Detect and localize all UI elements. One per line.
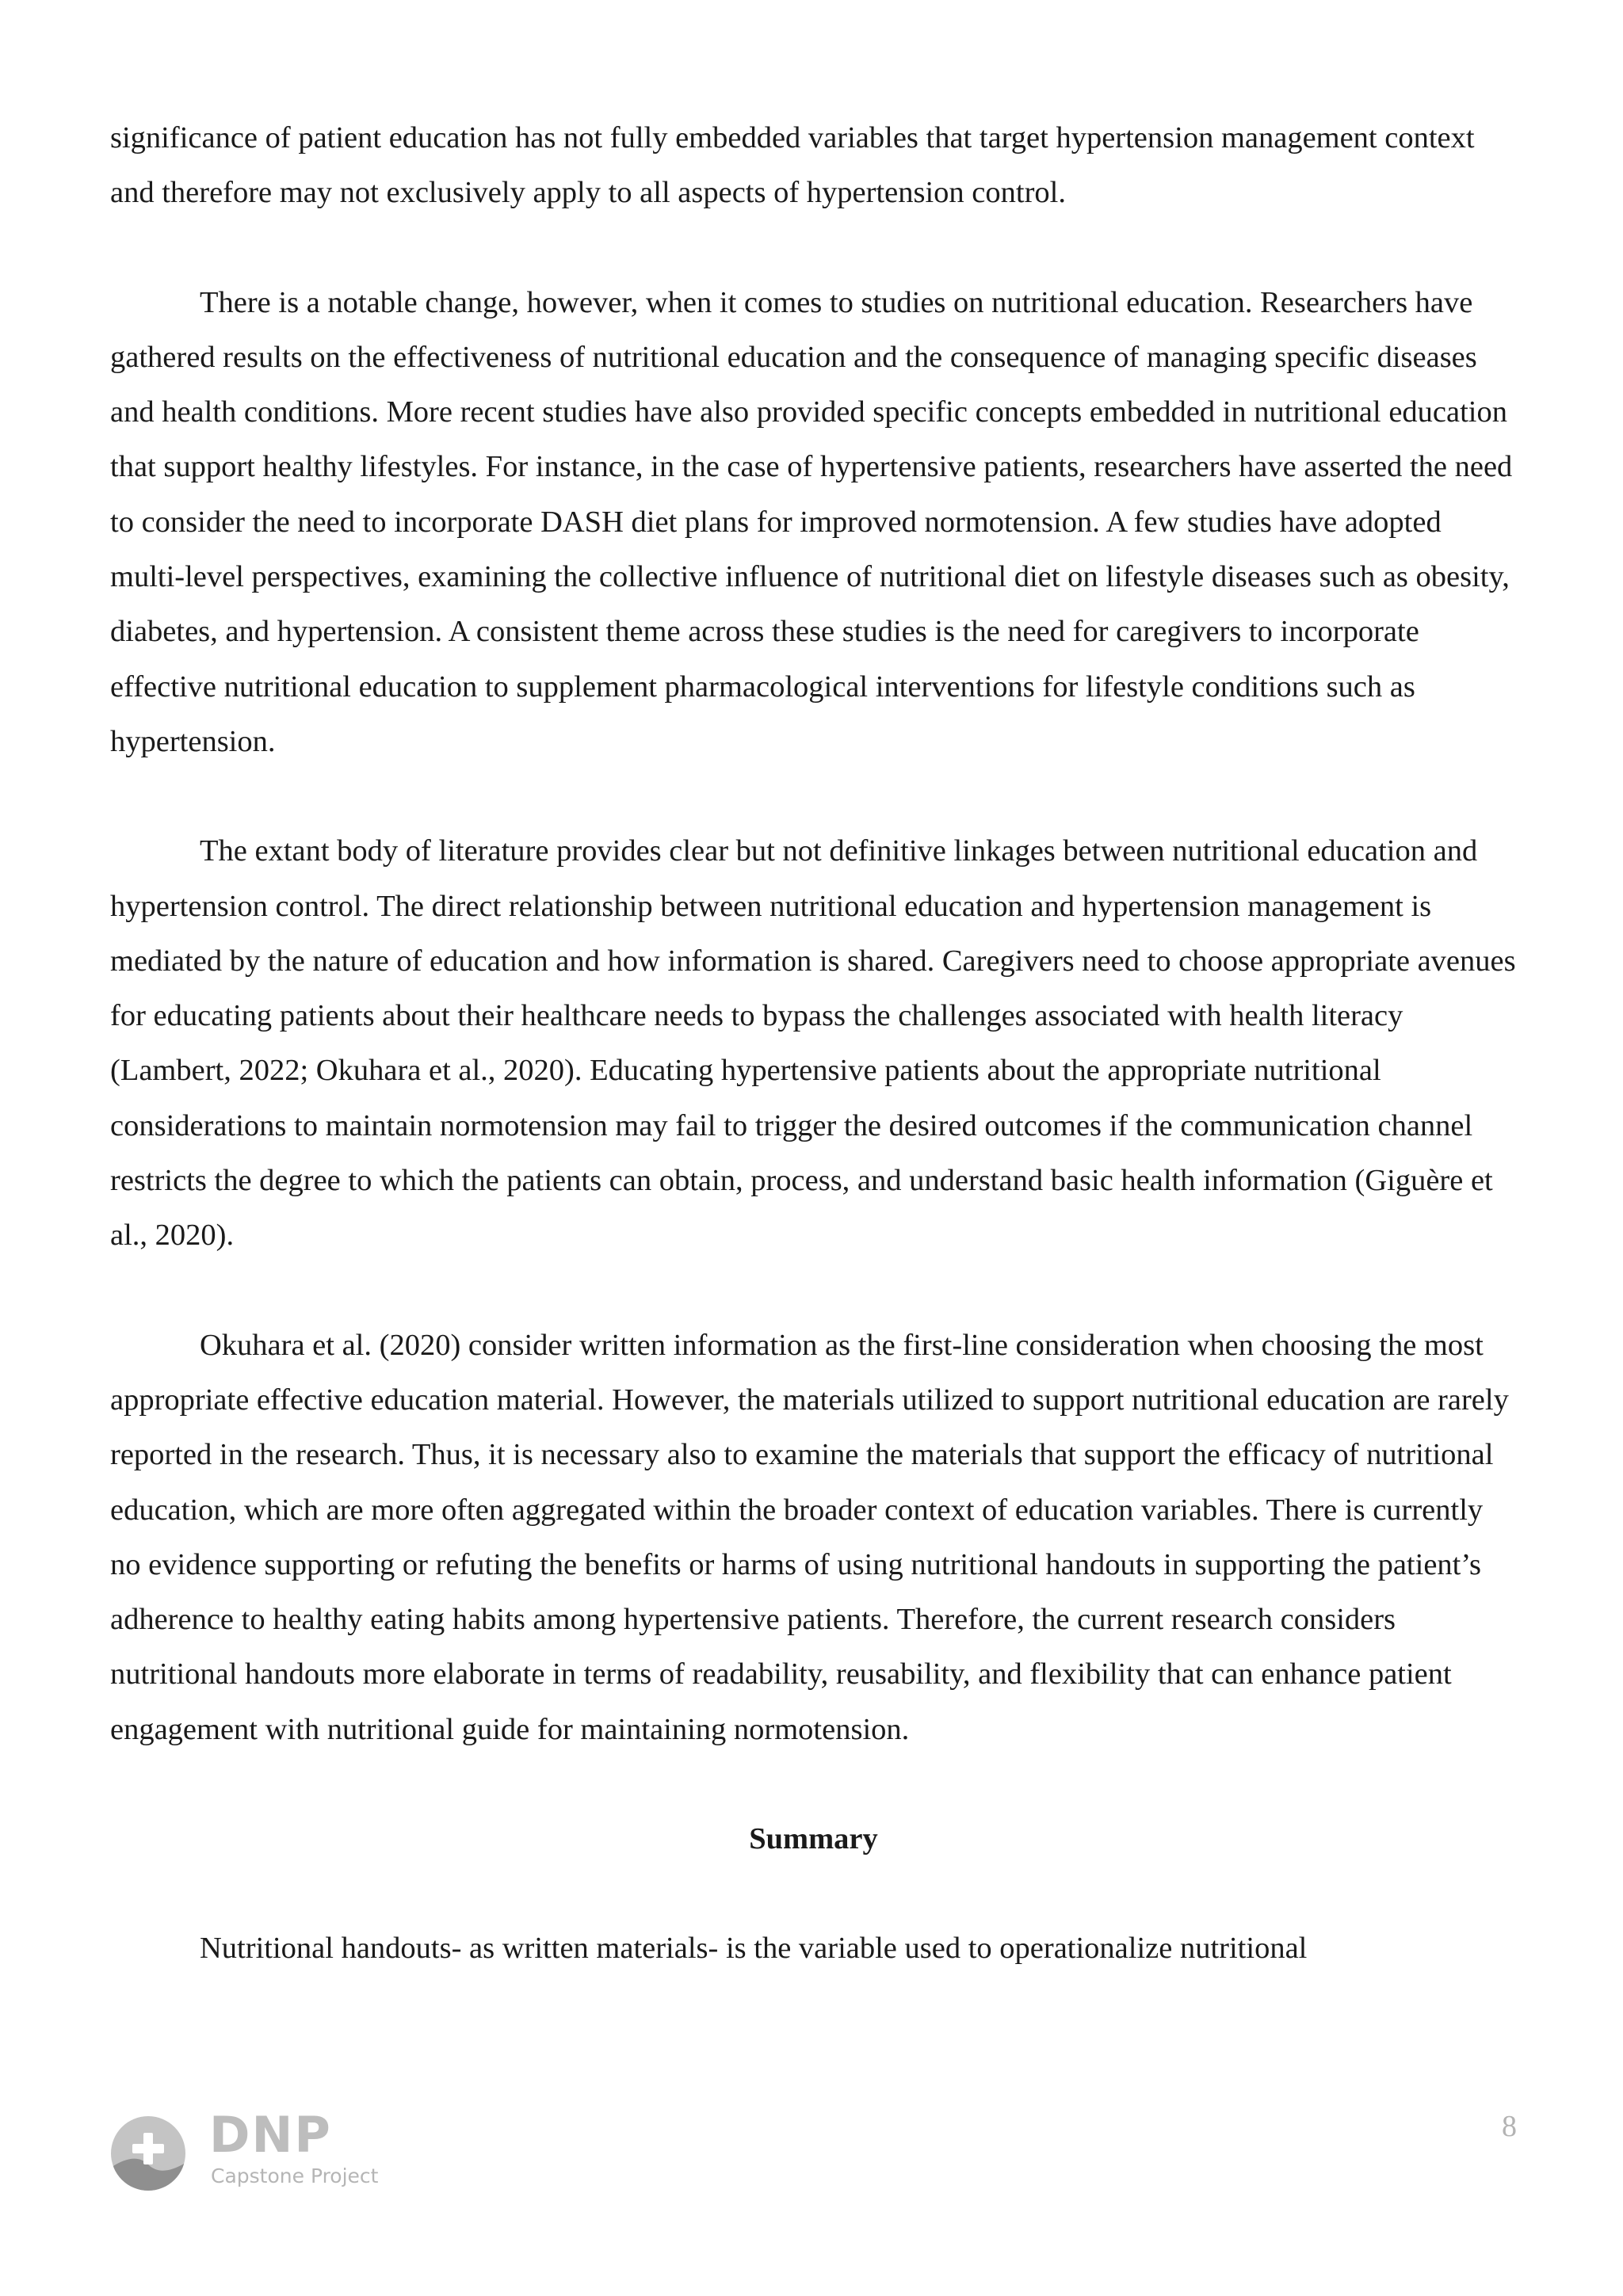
paragraph-gap [110,1757,1517,1812]
section-heading-summary: Summary [749,1822,878,1856]
paragraph-written-information: Okuhara et al. (2020) consider written information as the first-line consideration when choosing the most appropriate effective education material. However, the materials utilized to support nutritional education are rarely reported in the research. Thus, it is necessary also to examine the materials that support the efficacy of nutritional education, which are more often aggregated within the broader context of education variables. There is currently no evidence supporting or refuting the benefits or harms of using nutritional handouts in supporting the patient’s adherence to healthy eating habits among hypertensive patients. Therefore, the current research considers nutritional handouts more elaborate in terms of readability, reusability, and flexibility that can enhance patient engagement with nutritional guide for maintaining normotension. [110,1328,1509,1746]
paragraph-continuation: significance of patient education has not fully embedded variables that target hypertension management context and therefore may not exclusively apply to all aspects of hypertension control. [110,121,1475,210]
document-body [110,111,1517,1977]
page-number: 8 [1502,2110,1517,2143]
paragraph-summary: Nutritional handouts- as written materials- is the variable used to operationalize nutritional [200,1932,1308,1966]
paragraph-literature-linkages: The extant body of literature provides clear but not definitive linkages between nutritional education and hypertension control. The direct relationship between nutritional education and hypertension management is mediated by the nature of education and how information is shared. Caregivers need to choose appropriate avenues for educating patients about their healthcare needs to bypass the challenges associated with health literacy (Lambert, 2022; Okuhara et al., 2020). Educating hypertensive patients about the appropriate nutritional considerations to maintain normotension may fail to trigger the desired outcomes if the communication channel restricts the degree to which the patients can obtain, process, and understand basic health information (Giguère et al., 2020). [110,834,1516,1253]
paragraph-gap [110,1264,1517,1318]
paragraph-nutritional-education: There is a notable change, however, when it comes to studies on nutritional education. Researchers have gathered results on the effectiveness of nutritional education and the consequence of managing specific diseases and health conditions. More recent studies have also provided specific concepts embedded in nutritional education that support healthy lifestyles. For instance, in the case of hypertensive patients, researchers have asserted the need to consider the need to incorporate DASH diet plans for improved normotension. A few studies have adopted multi-level perspectives, examining the collective influence of nutritional diet on lifestyle diseases such as obesity, diabetes, and hypertension. A consistent theme across these studies is the need for caregivers to incorporate effective nutritional education to supplement pharmacological interventions for lifestyle conditions such as hypertension. [110,285,1513,758]
paragraph-gap [110,769,1517,824]
paragraph-gap [110,1867,1517,1921]
plus-drop-icon [110,2115,186,2191]
paragraph-gap [110,221,1517,276]
logo-wordmark: DNP [209,2106,332,2164]
logo-tagline: Capstone Project [211,2164,379,2187]
dnp-logo [110,2106,443,2201]
